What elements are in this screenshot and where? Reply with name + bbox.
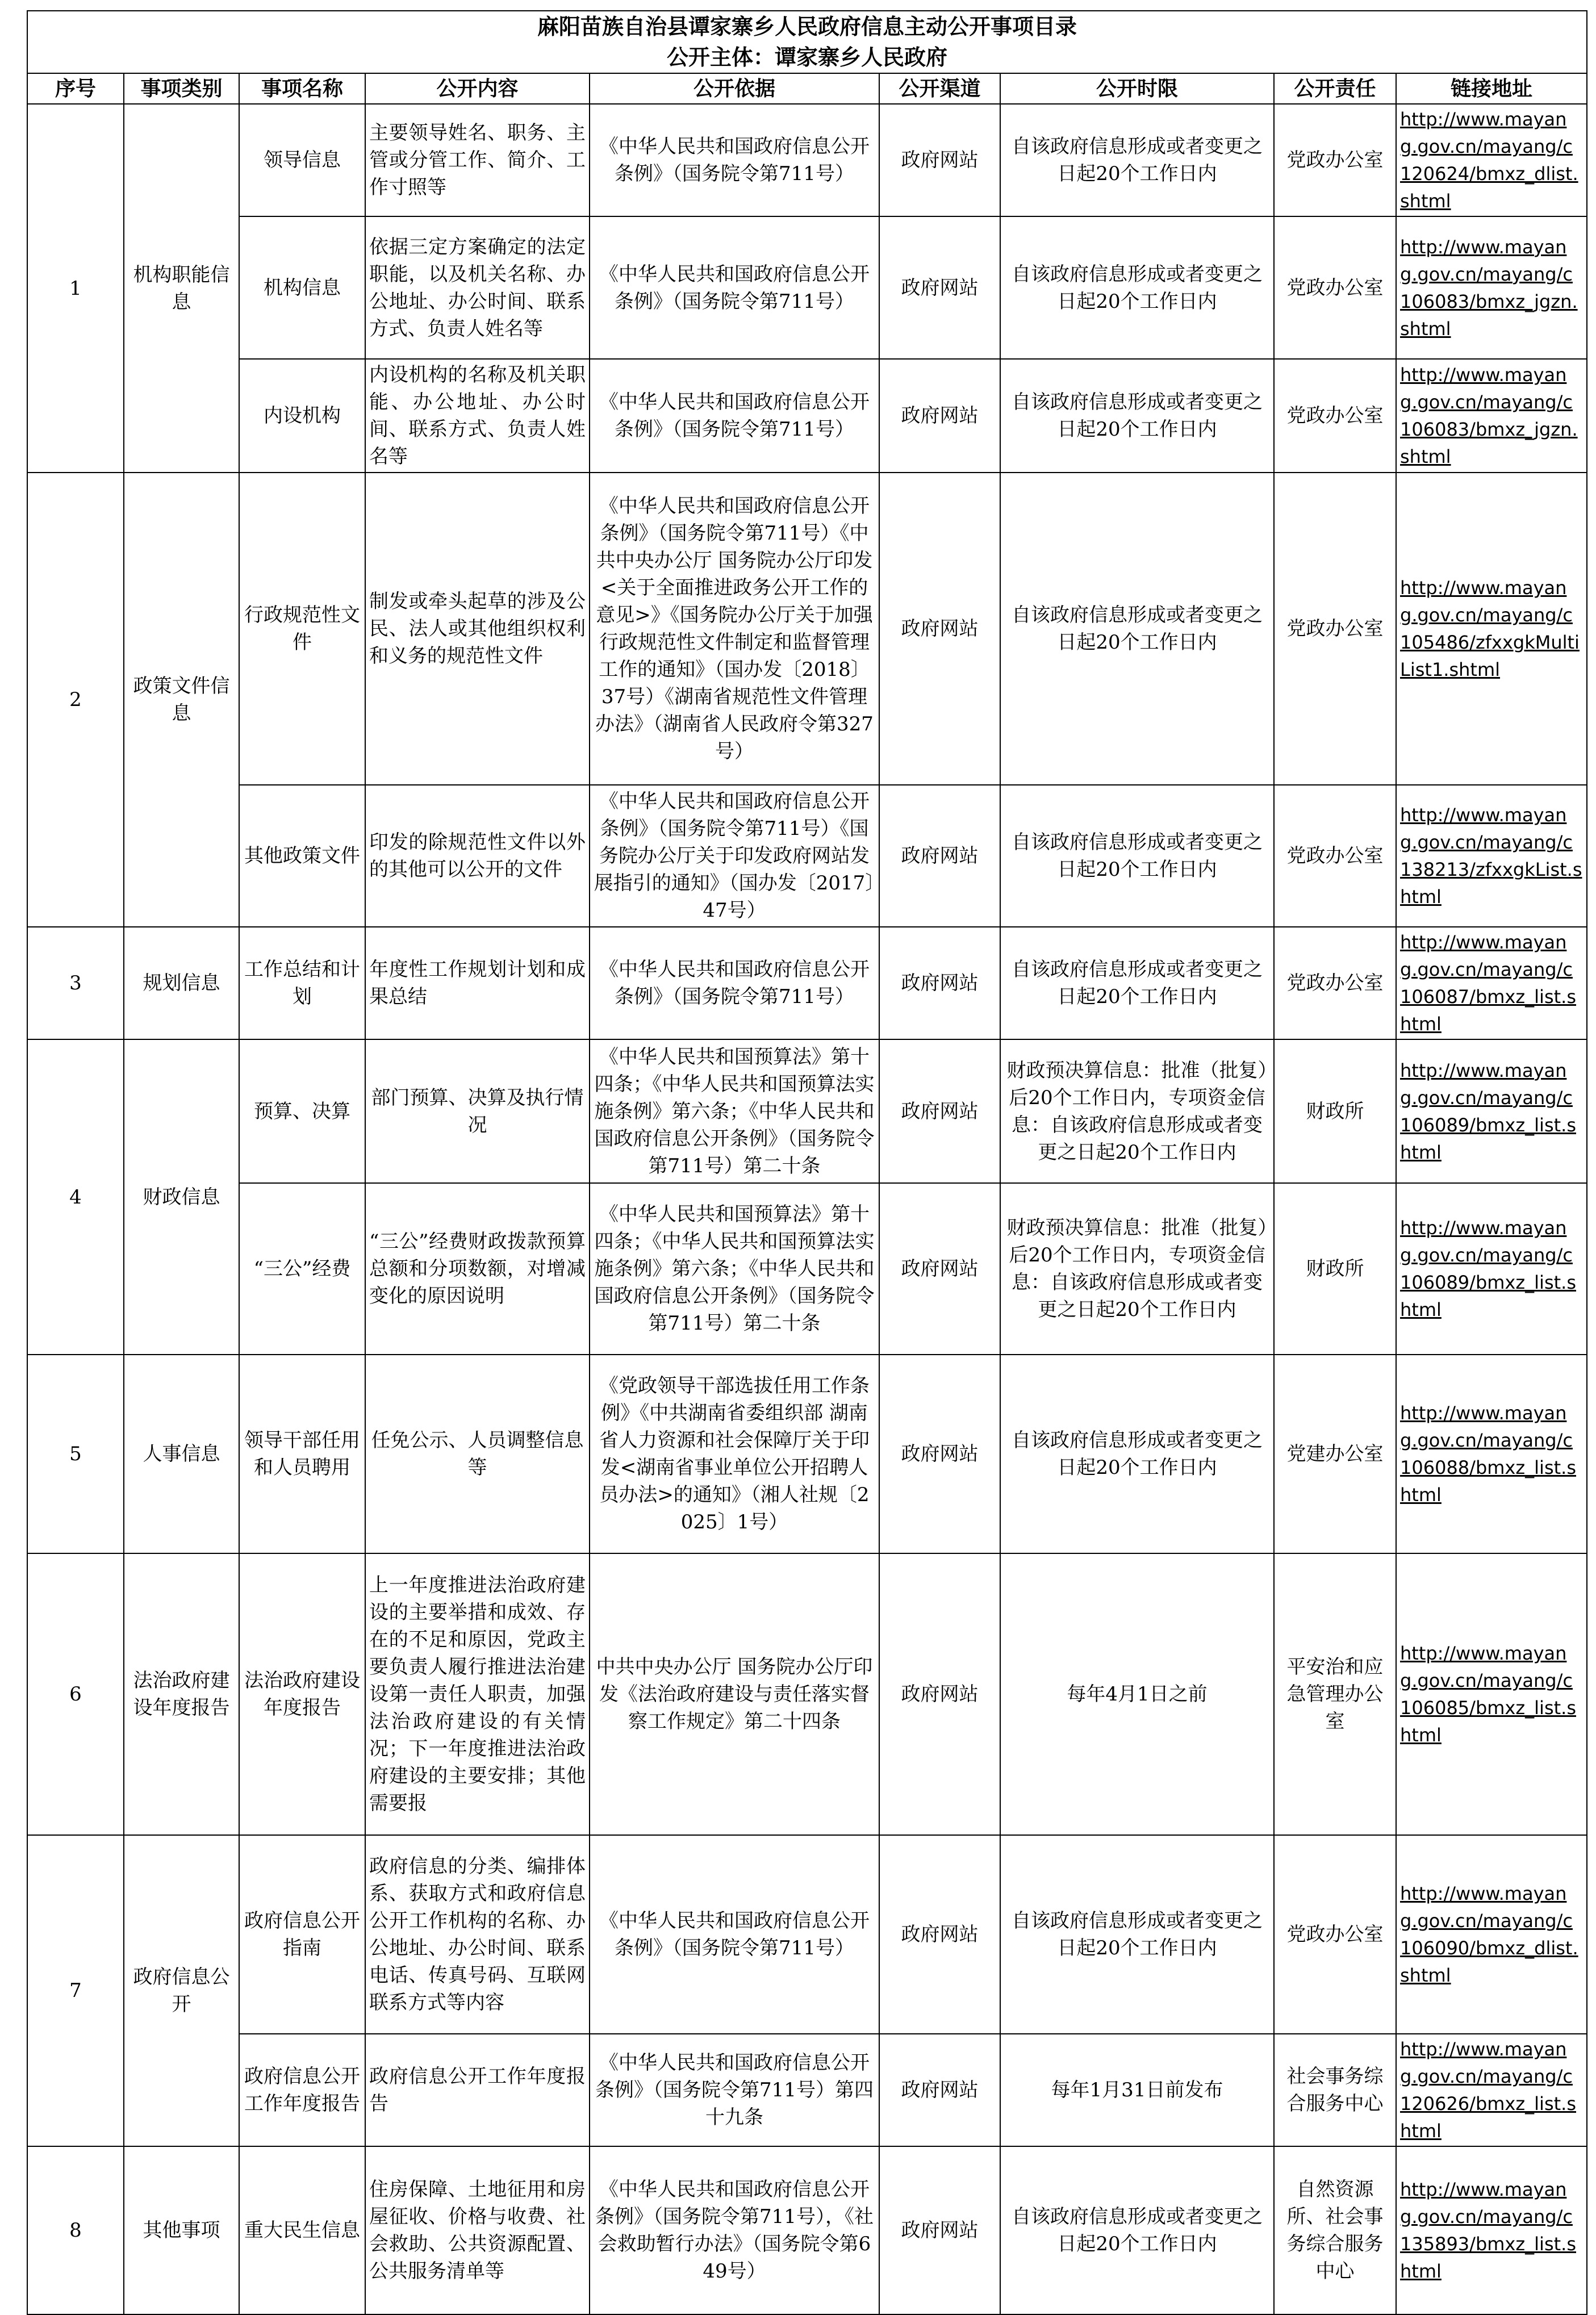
time-cell: 自该政府信息形成或者变更之日起20个工作日内 xyxy=(1000,359,1274,473)
content-cell: 住房保障、土地征用和房屋征收、价格与收费、社会救助、公共资源配置、公共服务清单等 xyxy=(365,2146,590,2314)
table-row xyxy=(27,927,1587,1039)
table-row xyxy=(27,1355,1587,1553)
link-cell xyxy=(1396,359,1587,473)
table-row xyxy=(27,2146,1587,2314)
link[interactable]: http://www.mayang.gov.cn/mayang/c120626/bmxz_list.shtml xyxy=(1400,2038,1576,2142)
responsibility-cell: 党建办公室 xyxy=(1274,1355,1396,1553)
header-cell: 序号 xyxy=(27,73,124,104)
basis-cell: 《中华人民共和国政府信息公开条例》（国务院令第711号）第四十九条 xyxy=(590,2034,879,2146)
table-row xyxy=(27,1039,1587,1183)
responsibility-cell: 党政办公室 xyxy=(1274,927,1396,1039)
seq-cell: 7 xyxy=(27,1835,124,2146)
responsibility-cell: 自然资源所、社会事务综合服务中心 xyxy=(1274,2146,1396,2314)
seq-cell: 4 xyxy=(27,1039,124,1355)
content-cell: 年度性工作规划计划和成果总结 xyxy=(365,927,590,1039)
time-cell: 财政预决算信息：批准（批复）后20个工作日内，专项资金信息：自该政府信息形成或者变更之日起20个工作日内 xyxy=(1000,1039,1274,1183)
content-cell: 部门预算、决算及执行情况 xyxy=(365,1039,590,1183)
item-name-cell: 政府信息公开指南 xyxy=(239,1835,365,2034)
responsibility-cell: 党政办公室 xyxy=(1274,216,1396,359)
channel-cell: 政府网站 xyxy=(879,1183,1000,1355)
header-cell: 事项名称 xyxy=(239,73,365,104)
item-name-cell: 领导干部任用和人员聘用 xyxy=(239,1355,365,1553)
document-title: 麻阳苗族自治县谭家寨乡人民政府信息主动公开事项目录 xyxy=(27,11,1587,42)
link-cell xyxy=(1396,785,1587,927)
header-cell: 公开时限 xyxy=(1000,73,1274,104)
link-cell xyxy=(1396,104,1587,216)
link-cell xyxy=(1396,927,1587,1039)
document-subject: 公开主体：谭家寨乡人民政府 xyxy=(27,42,1587,73)
channel-cell: 政府网站 xyxy=(879,1835,1000,2034)
table-row xyxy=(27,1835,1587,2034)
seq-cell: 3 xyxy=(27,927,124,1039)
table-row xyxy=(27,1553,1587,1835)
time-cell: 自该政府信息形成或者变更之日起20个工作日内 xyxy=(1000,473,1274,785)
item-name-cell: 行政规范性文件 xyxy=(239,473,365,785)
item-name-cell: 工作总结和计划 xyxy=(239,927,365,1039)
disclosure-table xyxy=(27,10,1587,2315)
link[interactable]: http://www.mayang.gov.cn/mayang/c138213/zfxxgkList.shtml xyxy=(1400,804,1582,908)
link-cell xyxy=(1396,2146,1587,2314)
link-cell xyxy=(1396,1039,1587,1183)
channel-cell: 政府网站 xyxy=(879,2034,1000,2146)
header-cell: 公开渠道 xyxy=(879,73,1000,104)
content-cell: 上一年度推进法治政府建设的主要举措和成效、存在的不足和原因，党政主要负责人履行推进法治建设第一责任人职责，加强法治政府建设的有关情况；下一年度推进法治政府建设的主要安排；其他需要报 xyxy=(365,1553,590,1835)
responsibility-cell: 党政办公室 xyxy=(1274,359,1396,473)
time-cell: 自该政府信息形成或者变更之日起20个工作日内 xyxy=(1000,2146,1274,2314)
link-cell xyxy=(1396,216,1587,359)
channel-cell: 政府网站 xyxy=(879,1355,1000,1553)
item-name-cell: 内设机构 xyxy=(239,359,365,473)
responsibility-cell: 社会事务综合服务中心 xyxy=(1274,2034,1396,2146)
basis-cell: 《中华人民共和国政府信息公开条例》（国务院令第711号）《中共中央办公厅 国务院办公厅印发<关于全面推进政务公开工作的意见>》《国务院办公厅关于加强行政规范性文件制定和监督管理工作的通知》（国办发〔2018〕37号）《湖南省规范性文件管理办法》（湖南省人民政府令第327号） xyxy=(590,473,879,785)
table-row xyxy=(27,1183,1587,1355)
item-name-cell: 政府信息公开工作年度报告 xyxy=(239,2034,365,2146)
link-cell xyxy=(1396,1553,1587,1835)
category-cell: 其他事项 xyxy=(124,2146,239,2314)
basis-cell: 《中华人民共和国政府信息公开条例》（国务院令第711号） xyxy=(590,216,879,359)
link[interactable]: http://www.mayang.gov.cn/mayang/c105486/zfxxgkMultiList1.shtml xyxy=(1400,577,1580,680)
responsibility-cell: 党政办公室 xyxy=(1274,104,1396,216)
basis-cell: 《中华人民共和国预算法》第十四条；《中华人民共和国预算法实施条例》第六条；《中华人民共和国政府信息公开条例》（国务院令第711号）第二十条 xyxy=(590,1183,879,1355)
responsibility-cell: 党政办公室 xyxy=(1274,1835,1396,2034)
table-row xyxy=(27,785,1587,927)
basis-cell: 《中华人民共和国政府信息公开条例》（国务院令第711号） xyxy=(590,927,879,1039)
link[interactable]: http://www.mayang.gov.cn/mayang/c106090/bmxz_dlist.shtml xyxy=(1400,1883,1578,1986)
link-cell xyxy=(1396,2034,1587,2146)
time-cell: 自该政府信息形成或者变更之日起20个工作日内 xyxy=(1000,785,1274,927)
category-cell: 财政信息 xyxy=(124,1039,239,1355)
content-cell: “三公”经费财政拨款预算总额和分项数额，对增减变化的原因说明 xyxy=(365,1183,590,1355)
seq-cell: 2 xyxy=(27,473,124,927)
link-cell xyxy=(1396,473,1587,785)
channel-cell: 政府网站 xyxy=(879,359,1000,473)
content-cell: 任免公示、人员调整信息等 xyxy=(365,1355,590,1553)
link[interactable]: http://www.mayang.gov.cn/mayang/c120624/bmxz_dlist.shtml xyxy=(1400,108,1578,212)
header-cell: 公开依据 xyxy=(590,73,879,104)
table-row xyxy=(27,473,1587,785)
time-cell: 自该政府信息形成或者变更之日起20个工作日内 xyxy=(1000,1835,1274,2034)
basis-cell: 《中华人民共和国预算法》第十四条；《中华人民共和国预算法实施条例》第六条；《中华人民共和国政府信息公开条例》（国务院令第711号）第二十条 xyxy=(590,1039,879,1183)
content-cell: 政府信息公开工作年度报告 xyxy=(365,2034,590,2146)
item-name-cell: 重大民生信息 xyxy=(239,2146,365,2314)
seq-cell: 1 xyxy=(27,104,124,473)
basis-cell: 《中华人民共和国政府信息公开条例》（国务院令第711号） xyxy=(590,1835,879,2034)
link-cell xyxy=(1396,1835,1587,2034)
time-cell: 自该政府信息形成或者变更之日起20个工作日内 xyxy=(1000,216,1274,359)
content-cell: 印发的除规范性文件以外的其他可以公开的文件 xyxy=(365,785,590,927)
link-cell xyxy=(1396,1183,1587,1355)
responsibility-cell: 党政办公室 xyxy=(1274,473,1396,785)
seq-cell: 6 xyxy=(27,1553,124,1835)
content-cell: 内设机构的名称及机关职能、办公地址、办公时间、联系方式、负责人姓名等 xyxy=(365,359,590,473)
table-row xyxy=(27,104,1587,216)
header-cell: 链接地址 xyxy=(1396,73,1587,104)
item-name-cell: 机构信息 xyxy=(239,216,365,359)
category-cell: 政府信息公开 xyxy=(124,1835,239,2146)
subject-row xyxy=(27,42,1587,73)
link[interactable]: http://www.mayang.gov.cn/mayang/c106085/bmxz_list.shtml xyxy=(1400,1643,1576,1746)
link[interactable]: http://www.mayang.gov.cn/mayang/c106087/bmxz_list.shtml xyxy=(1400,931,1576,1035)
table-row xyxy=(27,216,1587,359)
responsibility-cell: 党政办公室 xyxy=(1274,785,1396,927)
basis-cell: 《中华人民共和国政府信息公开条例》（国务院令第711号） xyxy=(590,359,879,473)
header-cell: 公开内容 xyxy=(365,73,590,104)
category-cell: 法治政府建设年度报告 xyxy=(124,1553,239,1835)
category-cell: 政策文件信息 xyxy=(124,473,239,927)
channel-cell: 政府网站 xyxy=(879,1553,1000,1835)
table-row xyxy=(27,2034,1587,2146)
basis-cell: 《中华人民共和国政府信息公开条例》（国务院令第711号），《社会救助暂行办法》（国务院令第649号） xyxy=(590,2146,879,2314)
table-row xyxy=(27,359,1587,473)
channel-cell: 政府网站 xyxy=(879,927,1000,1039)
link[interactable]: http://www.mayang.gov.cn/mayang/c106088/bmxz_list.shtml xyxy=(1400,1402,1576,1506)
header-row xyxy=(27,73,1587,104)
link[interactable]: http://www.mayang.gov.cn/mayang/c106089/bmxz_list.shtml xyxy=(1400,1059,1576,1163)
header-cell: 事项类别 xyxy=(124,73,239,104)
category-cell: 人事信息 xyxy=(124,1355,239,1553)
channel-cell: 政府网站 xyxy=(879,216,1000,359)
time-cell: 自该政府信息形成或者变更之日起20个工作日内 xyxy=(1000,104,1274,216)
content-cell: 政府信息的分类、编排体系、获取方式和政府信息公开工作机构的名称、办公地址、办公时间、联系电话、传真号码、互联网联系方式等内容 xyxy=(365,1835,590,2034)
header-cell: 公开责任 xyxy=(1274,73,1396,104)
link[interactable]: http://www.mayang.gov.cn/mayang/c106089/bmxz_list.shtml xyxy=(1400,1217,1576,1321)
content-cell: 依据三定方案确定的法定职能，以及机关名称、办公地址、办公时间、联系方式、负责人姓名等 xyxy=(365,216,590,359)
seq-cell: 5 xyxy=(27,1355,124,1553)
link[interactable]: http://www.mayang.gov.cn/mayang/c135893/bmxz_list.shtml xyxy=(1400,2179,1576,2282)
item-name-cell: 其他政策文件 xyxy=(239,785,365,927)
time-cell: 财政预决算信息：批准（批复）后20个工作日内，专项资金信息：自该政府信息形成或者变更之日起20个工作日内 xyxy=(1000,1183,1274,1355)
category-cell: 机构职能信息 xyxy=(124,104,239,473)
basis-cell: 《党政领导干部选拔任用工作条例》《中共湖南省委组织部 湖南省人力资源和社会保障厅关于印发<湖南省事业单位公开招聘人员办法>的通知》（湘人社规〔2025〕1号） xyxy=(590,1355,879,1553)
content-cell: 主要领导姓名、职务、主管或分管工作、简介、工作寸照等 xyxy=(365,104,590,216)
item-name-cell: 预算、决算 xyxy=(239,1039,365,1183)
channel-cell: 政府网站 xyxy=(879,104,1000,216)
time-cell: 自该政府信息形成或者变更之日起20个工作日内 xyxy=(1000,1355,1274,1553)
link[interactable]: http://www.mayang.gov.cn/mayang/c106083/bmxz_jgzn.shtml xyxy=(1400,236,1578,340)
basis-cell: 《中华人民共和国政府信息公开条例》（国务院令第711号） xyxy=(590,104,879,216)
channel-cell: 政府网站 xyxy=(879,1039,1000,1183)
link[interactable]: http://www.mayang.gov.cn/mayang/c106083/bmxz_jgzn.shtml xyxy=(1400,364,1578,467)
time-cell: 每年4月1日之前 xyxy=(1000,1553,1274,1835)
basis-cell: 《中华人民共和国政府信息公开条例》（国务院令第711号）《国务院办公厅关于印发政府网站发展指引的通知》（国办发〔2017〕47号） xyxy=(590,785,879,927)
time-cell: 每年1月31日前发布 xyxy=(1000,2034,1274,2146)
item-name-cell: 领导信息 xyxy=(239,104,365,216)
responsibility-cell: 平安治和应急管理办公室 xyxy=(1274,1553,1396,1835)
category-cell: 规划信息 xyxy=(124,927,239,1039)
channel-cell: 政府网站 xyxy=(879,2146,1000,2314)
time-cell: 自该政府信息形成或者变更之日起20个工作日内 xyxy=(1000,927,1274,1039)
channel-cell: 政府网站 xyxy=(879,785,1000,927)
title-row xyxy=(27,11,1587,42)
basis-cell: 中共中央办公厅 国务院办公厅印发《法治政府建设与责任落实督察工作规定》第二十四条 xyxy=(590,1553,879,1835)
item-name-cell: “三公”经费 xyxy=(239,1183,365,1355)
seq-cell: 8 xyxy=(27,2146,124,2314)
responsibility-cell: 财政所 xyxy=(1274,1183,1396,1355)
responsibility-cell: 财政所 xyxy=(1274,1039,1396,1183)
channel-cell: 政府网站 xyxy=(879,473,1000,785)
content-cell: 制发或牵头起草的涉及公民、法人或其他组织权利和义务的规范性文件 xyxy=(365,473,590,785)
link-cell xyxy=(1396,1355,1587,1553)
item-name-cell: 法治政府建设年度报告 xyxy=(239,1553,365,1835)
